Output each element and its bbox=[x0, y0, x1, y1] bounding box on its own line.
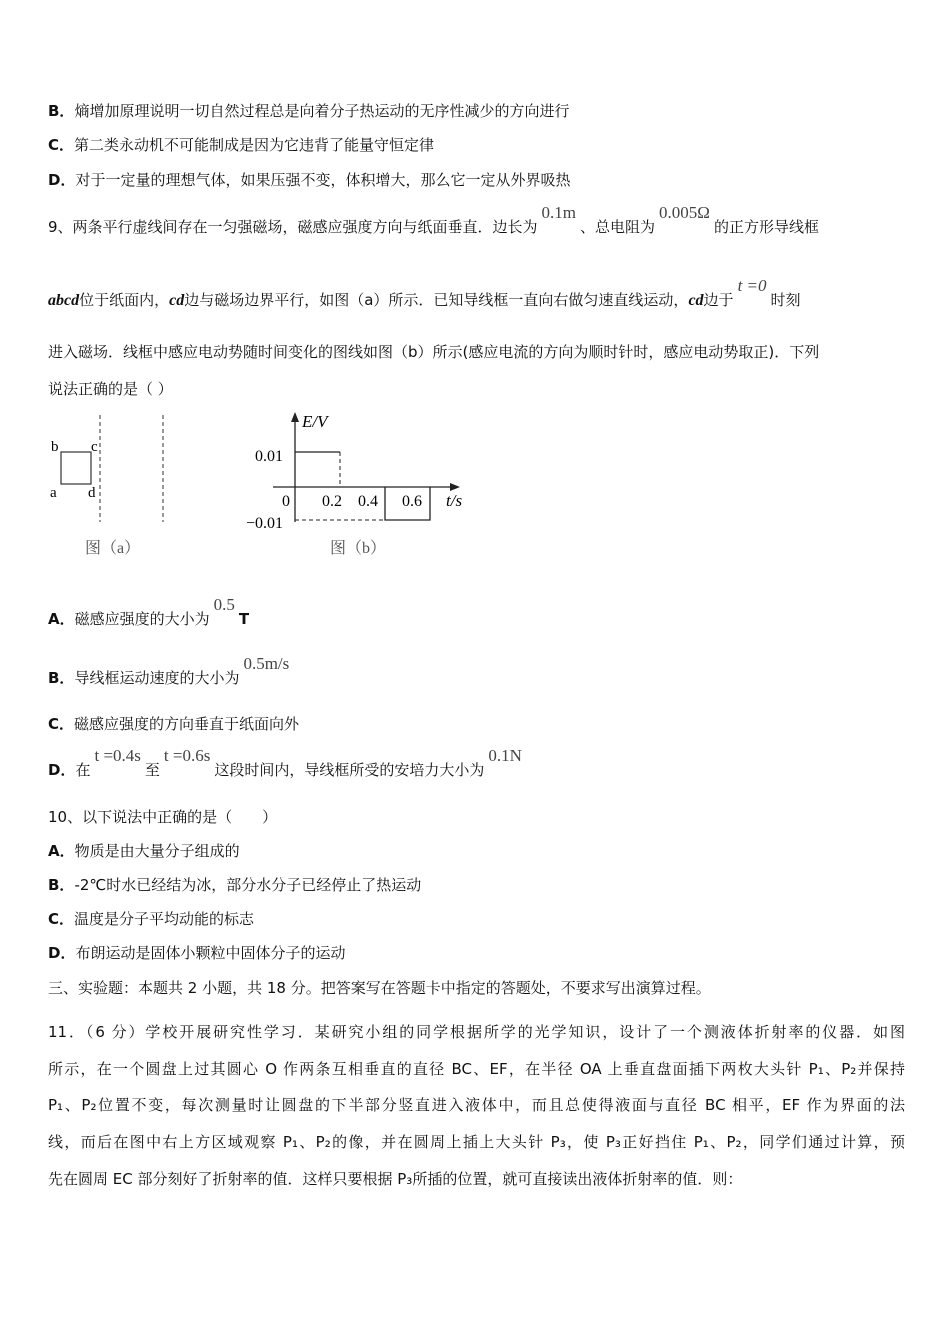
option-label: C． bbox=[48, 910, 75, 928]
caption-b: 图（b） bbox=[330, 540, 387, 557]
y-axis-label: E/V bbox=[302, 412, 328, 431]
option-label: B． bbox=[48, 102, 75, 120]
option-label: A． bbox=[48, 610, 75, 628]
q9-line2 bbox=[48, 276, 801, 311]
q9-figures bbox=[40, 400, 480, 570]
y-tick: 0.01 bbox=[255, 448, 283, 465]
q11-line: P₁、P₂位置不变，每次测量时让圆盘的下半部分竖直进入液体中，而且总使得液面与直径 BC 相平，EF 作为界面的法 bbox=[48, 1096, 905, 1114]
formula: 0.1N bbox=[488, 746, 522, 765]
section-3-heading: 三、实验题：本题共 2 小题，共 18 分。把答案写在答题卡中指定的答题处，不要求写出演算过程。 bbox=[48, 979, 711, 997]
q10-stem: 10、以下说法中正确的是（ ） bbox=[48, 808, 278, 826]
q10-option-c bbox=[48, 909, 254, 929]
x-tick: 0.4 bbox=[358, 493, 378, 510]
option-label: B． bbox=[48, 669, 75, 687]
option-label: C． bbox=[48, 715, 75, 733]
label-c: c bbox=[91, 439, 98, 455]
q10-option-a bbox=[48, 841, 240, 861]
q8-option-b bbox=[48, 101, 569, 121]
option-label: A． bbox=[48, 842, 75, 860]
option-label: B． bbox=[48, 876, 75, 894]
q11-line: 先在圆周 EC 部分刻好了折射率的值．这样只要根据 P₃所插的位置，就可直接读出液体折射率的值．则： bbox=[48, 1170, 743, 1188]
text: 时刻 bbox=[770, 291, 801, 309]
option-text: 导线框运动速度的大小为 bbox=[74, 669, 240, 687]
unit: T bbox=[238, 610, 250, 628]
option-text: 熵增加原理说明一切自然过程总是向着分子热运动的无序性减少的方向进行 bbox=[74, 102, 570, 120]
q8-option-d bbox=[48, 170, 570, 190]
option-text: 物质是由大量分子组成的 bbox=[74, 842, 240, 860]
label-b: b bbox=[51, 439, 59, 455]
text: abcd bbox=[48, 292, 80, 309]
q9-option-c bbox=[48, 714, 299, 734]
formula: t =0 bbox=[737, 276, 767, 295]
q11-line: 11．（6 分）学校开展研究性学习．某研究小组的同学根据所学的光学知识，设计了一个测液体折射率的仪器．如图 bbox=[48, 1023, 905, 1041]
formula: 0.5m/s bbox=[243, 654, 290, 673]
figure-a bbox=[50, 415, 163, 557]
text: cd bbox=[169, 292, 185, 309]
formula: t =0.6s bbox=[163, 746, 211, 765]
y-tick: −0.01 bbox=[246, 515, 284, 532]
x-axis-label: t/s bbox=[446, 491, 463, 510]
formula: 0.1m bbox=[541, 203, 577, 222]
q9-line4: 说法正确的是（ ） bbox=[48, 380, 173, 398]
text: 的正方形导线框 bbox=[713, 218, 819, 236]
wire-frame bbox=[61, 452, 91, 484]
caption-a: 图（a） bbox=[85, 540, 141, 557]
q9-line3: 进入磁场．线框中感应电动势随时间变化的图线如图（b）所示(感应电流的方向为顺时针时，感应电动势取正)．下列 bbox=[48, 343, 820, 361]
text: 9、两条平行虚线间存在一匀强磁场，磁感应强度方向与纸面垂直．边长为 bbox=[48, 218, 538, 236]
figure-b bbox=[246, 412, 462, 557]
option-text: 在 bbox=[75, 761, 91, 779]
option-label: D． bbox=[48, 761, 76, 779]
q10-option-b bbox=[48, 875, 421, 895]
text: 边于 bbox=[703, 291, 734, 309]
q8-option-c bbox=[48, 135, 434, 155]
option-text: -2℃时水已经结为冰，部分水分子已经停止了热运动 bbox=[74, 876, 422, 894]
formula: 0.005Ω bbox=[659, 203, 710, 222]
option-label: D． bbox=[48, 171, 76, 189]
option-text: 布朗运动是固体小颗粒中固体分子的运动 bbox=[75, 944, 346, 962]
option-text: 这段时间内，导线框所受的安培力大小为 bbox=[214, 761, 485, 779]
q10-option-d bbox=[48, 943, 345, 963]
q9-line1 bbox=[48, 203, 819, 237]
x-axis-arrow-icon bbox=[450, 483, 460, 491]
label-d: d bbox=[88, 485, 96, 501]
q11-line: 线，而后在图中右上方区域观察 P₁、P₂的像，并在圆周上插上大头针 P₃，使 P₃正好挡住 P₁、P₂，同学们通过计算，预 bbox=[48, 1133, 905, 1151]
q9-option-b bbox=[48, 654, 293, 688]
y-axis-arrow-icon bbox=[291, 412, 299, 422]
q9-option-d bbox=[48, 746, 526, 780]
x-tick: 0.6 bbox=[402, 493, 422, 510]
text: 边与磁场边界平行，如图（a）所示．已知导线框一直向右做匀速直线运动， bbox=[184, 291, 689, 309]
x-tick: 0.2 bbox=[322, 493, 342, 510]
option-text: 磁感应强度的大小为 bbox=[74, 610, 210, 628]
option-text: 第二类永动机不可能制成是因为它违背了能量守恒定律 bbox=[74, 136, 435, 154]
option-text: 温度是分子平均动能的标志 bbox=[74, 910, 255, 928]
q9-option-a bbox=[48, 595, 250, 629]
formula: t =0.4s bbox=[94, 746, 141, 765]
option-text: 至 bbox=[144, 761, 160, 779]
q11-line: 所示，在一个圆盘上过其圆心 O 作两条互相垂直的直径 BC、EF，在半径 OA 上垂直盘面插下两枚大头针 P₁、P₂并保持 bbox=[48, 1060, 905, 1078]
label-a: a bbox=[50, 485, 57, 501]
text: 位于纸面内， bbox=[79, 291, 170, 309]
origin-label: 0 bbox=[282, 493, 290, 510]
option-label: D． bbox=[48, 944, 76, 962]
formula: 0.5 bbox=[213, 595, 235, 614]
text: cd bbox=[688, 292, 704, 309]
option-text: 对于一定量的理想气体，如果压强不变，体积增大，那么它一定从外界吸热 bbox=[75, 171, 571, 189]
option-text: 磁感应强度的方向垂直于纸面向外 bbox=[74, 715, 300, 733]
option-label: C． bbox=[48, 136, 75, 154]
text: 、总电阻为 bbox=[580, 218, 656, 236]
